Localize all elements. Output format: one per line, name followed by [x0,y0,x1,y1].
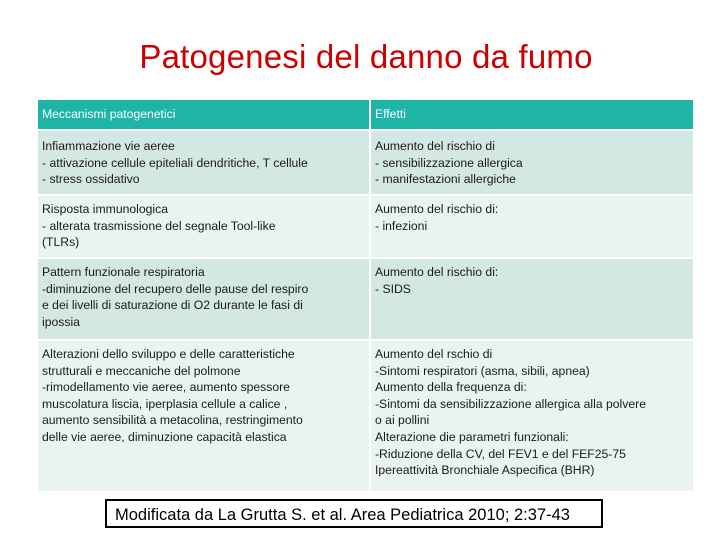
effect-cell: Aumento del rschio di -Sintomi respiratori (asma, sibili, apnea) Aumento della frequenza di: -Sintomi da sensibilizzazione allergica alla polvere o ai pollini Alterazione die parametri funzionali: -Riduzione della CV, del FEV1 e del FEF25-75 Ipereattività Bronchiale Aspecifica (BHR) [371,341,693,491]
mechanism-cell: Risposta immunologica - alterata trasmissione del segnale Tool-like (TLRs) [38,196,369,257]
header-effects: Effetti [371,100,693,129]
mechanism-cell: Infiammazione vie aeree - attivazione cellule epiteliali dendritiche, T cellule - stress ossidativo [38,131,369,194]
table-header-row [38,100,693,129]
mechanism-cell: Alterazioni dello sviluppo e delle caratteristiche strutturali e meccaniche del polmone -rimodellamento vie aeree, aumento spessore muscolatura liscia, iperplasia cellule a calice , aumento sensibilità a metacolina, restringimento delle vie aeree, diminuzione capacità elastica [38,341,369,491]
header-mechanisms: Meccanismi patogenetici [38,100,369,129]
slide-title: Patogenesi del danno da fumo [139,38,593,75]
pathogenesis-table [36,98,695,493]
table-row [38,131,693,194]
table-row [38,259,693,339]
effect-cell: Aumento del rischio di: - SIDS [371,259,693,339]
citation-box: Modificata da La Grutta S. et al. Area Pediatrica 2010; 2:37-43 [105,499,603,528]
table-row [38,341,693,491]
effect-cell: Aumento del rischio di - sensibilizzazione allergica - manifestazioni allergiche [371,131,693,194]
mechanism-cell: Pattern funzionale respiratoria -diminuzione del recupero delle pause del respiro e dei livelli di saturazione di O2 durante le fasi di ipossia [38,259,369,339]
table-row [38,196,693,257]
effect-cell: Aumento del rischio di: - infezioni [371,196,693,257]
